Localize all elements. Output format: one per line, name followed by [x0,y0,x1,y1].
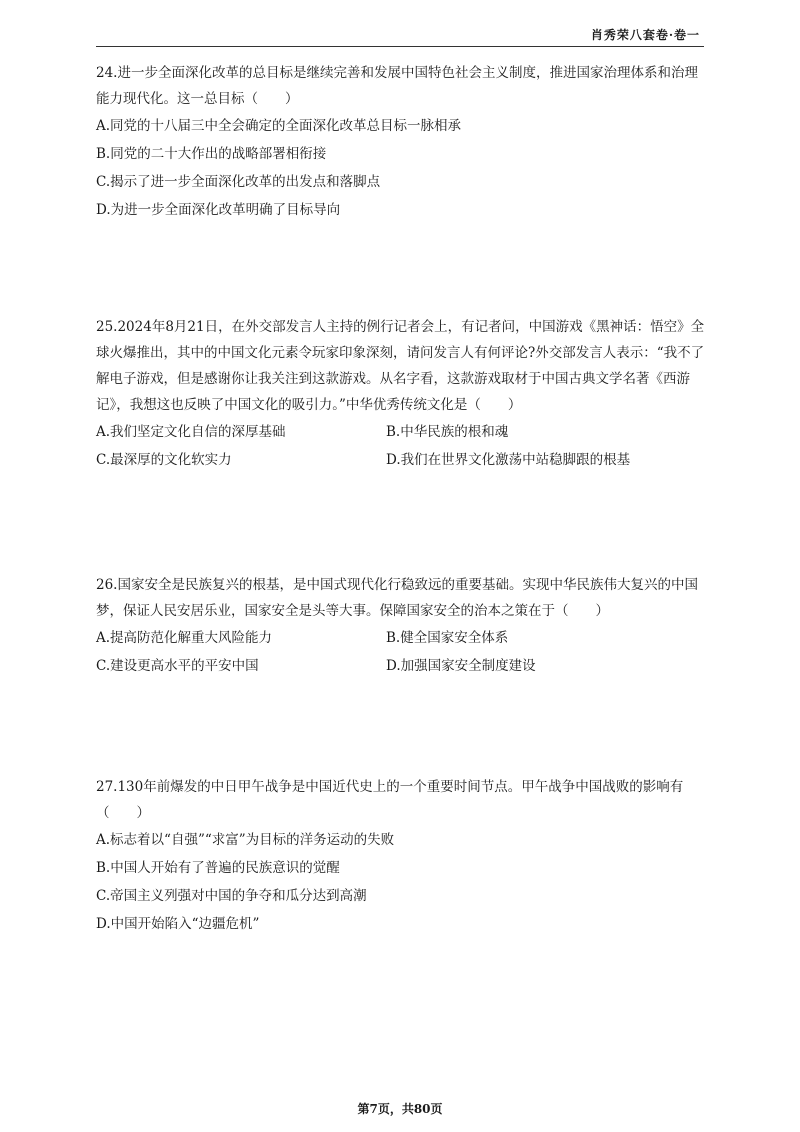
question-stem: 27.130年前爆发的中日甲午战争是中国近代史上的一个重要时间节点。甲午战争中国战败的影响有（ ） [96,779,684,821]
option-b: B.健全国家安全体系 [386,630,509,646]
option-c: C.揭示了进一步全面深化改革的出发点和落脚点 [96,174,381,190]
option-a: A.提高防范化解重大风险能力 [96,630,273,646]
option-d: D.中国开始陷入“边疆危机” [96,916,260,932]
option-a: A.同党的十八届三中全会确定的全面深化改革总目标一脉相承 [96,118,462,134]
option-row [96,446,706,474]
header-title: 肖秀荣八套卷·卷一 [590,28,700,42]
option-b: B.中华民族的根和魂 [386,424,509,440]
option-d: D.为进一步全面深化改革明确了目标导向 [96,202,341,218]
option-a: A.标志着以“自强”“求富”为目标的洋务运动的失败 [96,832,395,848]
option-a: A.我们坚定文化自信的深厚基础 [96,424,286,440]
question-24 [96,60,706,224]
option-c: C.最深厚的文化软实力 [96,452,232,468]
page-number: 第7页，共80页 [357,1102,443,1116]
option-row [96,652,706,680]
header-divider [96,46,704,47]
option-row [96,624,706,652]
option-b: B.中国人开始有了普遍的民族意识的觉醒 [96,860,340,876]
question-stem: 26.国家安全是民族复兴的根基，是中国式现代化行稳致远的重要基础。实现中华民族伟大复兴的中国梦，保证人民安居乐业，国家安全是头等大事。保障国家安全的治本之策在于（ ） [96,577,698,619]
option-c: C.帝国主义列强对中国的争夺和瓜分达到高潮 [96,888,367,904]
option-c: C.建设更高水平的平安中国 [96,658,259,674]
question-stem: 24.进一步全面深化改革的总目标是继续完善和发展中国特色社会主义制度，推进国家治理体系和治理能力现代化。这一总目标（ ） [96,65,698,107]
option-d: D.加强国家安全制度建设 [386,658,536,674]
question-25 [96,314,706,474]
option-b: B.同党的二十大作出的战略部署相衔接 [96,146,327,162]
question-27 [96,774,706,938]
question-stem: 25.2024年8月21日，在外交部发言人主持的例行记者会上，有记者问，中国游戏《黑神话：悟空》全球火爆推出，其中的中国文化元素令玩家印象深刻，请问发言人有何评论?外交部发言人表示：“我不了解电子游戏，但是感谢你让我关注到这款游戏。从名字看，这款游戏取材于中国古典文学名著《西游记》，我想这也反映了中国文化的吸引力。”中华优秀传统文化是（ ） [96,319,705,413]
question-26 [96,572,706,680]
option-row [96,418,706,446]
option-d: D.我们在世界文化激荡中站稳脚跟的根基 [386,452,631,468]
